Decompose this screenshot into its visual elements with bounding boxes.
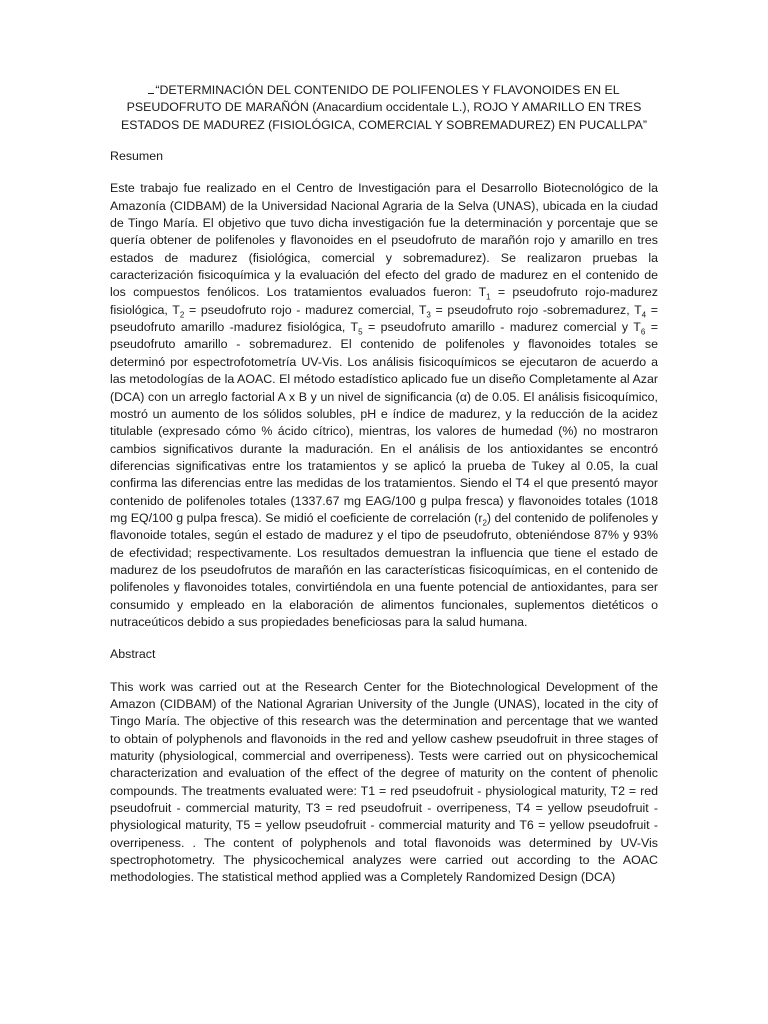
document-page xyxy=(110,82,658,887)
subscript: 4 xyxy=(641,310,647,320)
resumen-text-part: = pseudofruto rojo-madurez fisiológica, T xyxy=(110,285,658,317)
abstract-heading: Abstract xyxy=(110,647,156,662)
abstract-paragraph: This work was carried out at the Research Center for the Biotechnological Development of the Amazon (CIDBAM) of the National Agrarian University of the Jungle (UNAS), located in the city of Tingo María. The objective of this research was the determination and percentage that we wanted to obtain of polyphenols and flavonoids in the red and yellow cashew pseudofruit in three stages of maturity (physiological, commercial and overripeness). Tests were carried out on physicochemical characterization and evaluation of the effect of the degree of maturity on the content of phenolic compounds. The treatments evaluated were: T1 = red pseudofruit - physiological maturity, T2 = red pseudofruit - commercial maturity, T3 = red pseudofruit - overripeness, T4 = yellow pseudofruit - physiological maturity, T5 = yellow pseudofruit - commercial maturity and T6 = yellow pseudofruit - overripeness. . The content of polyphenols and total flavonoids was determined by UV-Vis spectrophotometry. The physicochemical analyzes were carried out according to the AOAC methodologies. The statistical method applied was a Completely Randomized Design (DCA) xyxy=(110,679,658,885)
resumen-text-part: = pseudofruto amarillo - madurez comercial y T xyxy=(362,320,641,335)
subscript: 6 xyxy=(640,327,646,337)
resumen-text-part: = pseudofruto amarillo -madurez fisiológica, T xyxy=(110,302,658,335)
resumen-text-part: Este trabajo fue realizado en el Centro de Investigación para el Desarrollo Biotecnológico de la Amazonía (CIDBAM) de la Universidad Nacional Agraria de la Selva (UNAS), ubicada en la ciudad de Tingo María. El objetivo que tuvo dicha investigación fue la determinación y porcentaje que se quería obtener de polifenoles y flavonoides en el pseudofruto de marañón rojo y amarillo en tres estados de madurez (fisiológica, comercial y sobremadurez). Se realizaron pruebas la caracterización fisicoquímica y la evaluación del efecto del grado de madurez en el contenido de los compuestos fenólicos. Los tratamientos evaluados fueron: T xyxy=(110,181,658,300)
subscript: 2 xyxy=(179,310,185,320)
subscript: 5 xyxy=(358,327,363,337)
title-underline-mark xyxy=(148,82,154,94)
subscript: 1 xyxy=(486,292,491,302)
document-title xyxy=(110,82,658,134)
resumen-heading: Resumen xyxy=(110,149,164,164)
subscript: 2 xyxy=(482,518,487,528)
subscript: 3 xyxy=(426,310,431,320)
resumen-text-part: = pseudofruto rojo - madurez comercial, T xyxy=(184,302,427,317)
resumen-text-part: ) del contenido de polifenoles y flavonoide totales, según el estado de madurez y el tipo de pseudofruto, obteniéndose 87% y 93% de efectividad; respectivamente. Los resultados demuestran la influencia que tiene el estado de madurez de los pseudofrutos de marañón en las características fisicoquímicas, en el contenido de polifenoles y flavonoides totales, convirtiéndola en una fuente potencial de antioxidantes, para ser consumido y empleado en la elaboración de alimentos funcionales, suplementos dietéticos o nutraceúticos debido a sus propiedades beneficiosas para la salud humana. xyxy=(110,510,658,629)
resumen-paragraph xyxy=(110,180,658,631)
title-text: “DETERMINACIÓN DEL CONTENIDO DE POLIFENOLES Y FLAVONOIDES EN EL PSEUDOFRUTO DE MARAÑÓN (Anacardium occidentale L.), ROJO Y AMARILLO EN TRES ESTADOS DE MADUREZ (FISIOLÓGICA, COMERCIAL Y SOBREMADUREZ) EN PUCALLPA” xyxy=(120,83,647,132)
resumen-text-part: = pseudofruto rojo -sobremadurez, T xyxy=(430,302,642,317)
resumen-text-part: = pseudofruto amarillo - sobremadurez. El contenido de polifenoles y flavonoides totales se determinó por espectrofotometría UV-Vis. Los análisis fisicoquímicos se ejecutaron de acuerdo a las metodologías de la AOAC. El método estadístico aplicado fue un diseño Completamente al Azar (DCA) con un arreglo factorial A x B y un nivel de significancia (α) de 0.05. El análisis fisicoquímico, mostró un aumento de los sólidos solubles, pH e índice de madurez, y la reducción de la acidez titulable (expresado cómo % ácido cítrico), mientras, los valores de humedad (%) no mostraron cambios significativos durante la maduración. En el análisis de los antioxidantes se encontró diferencias significativas entre los tratamientos y se aplicó la prueba de Tukey al 0.05, la cual confirma las diferencias entre las medidas de los tratamientos. Siendo el T4 el que presentó mayor contenido de polifenoles totales (1337.67 mg EAG/100 g pulpa fresca) y flavonoides totales (1018 mg EQ/100 g pulpa fresca). Se midió el coeficiente de correlación (r xyxy=(110,320,658,525)
